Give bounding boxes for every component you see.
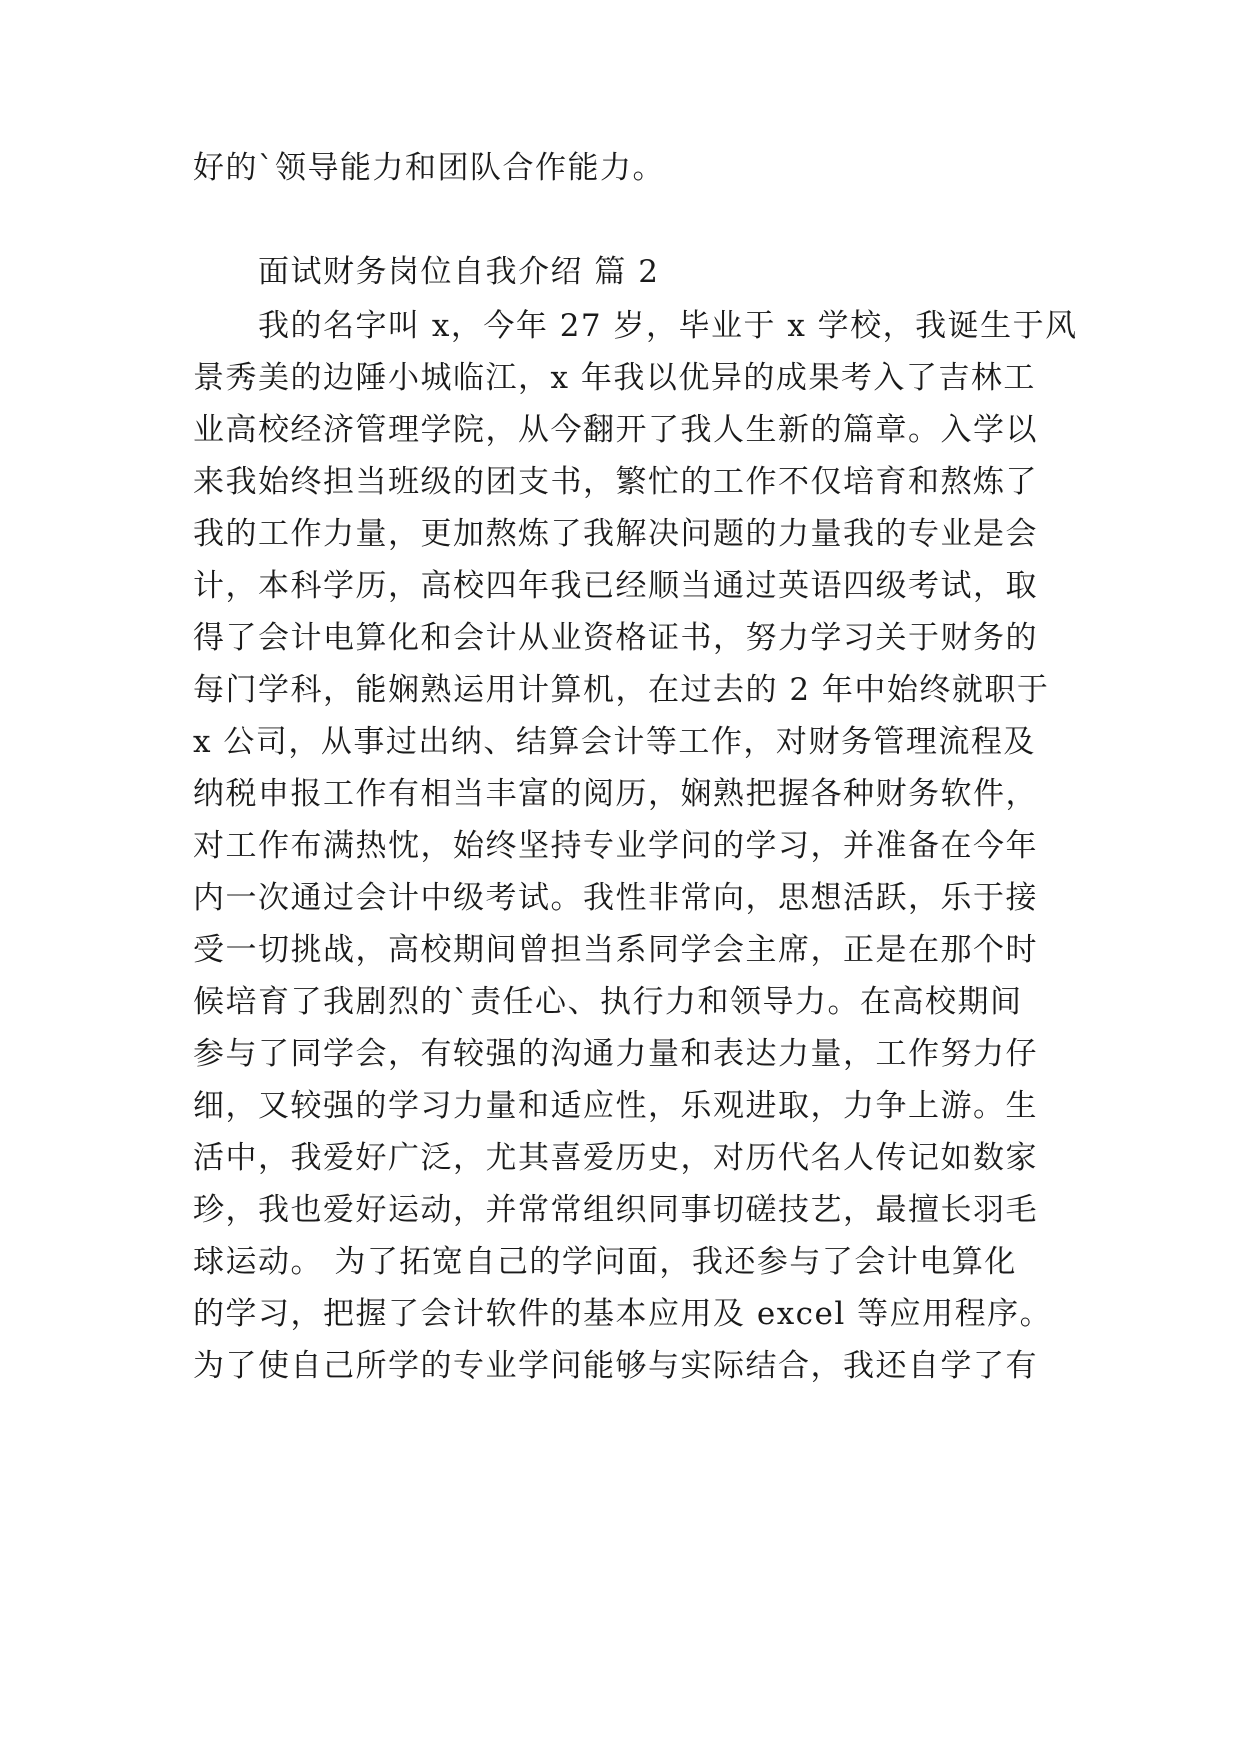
paragraph-first-line: 我的名字叫 x，今年 27 岁，毕业于 x 学校，我诞生于风 <box>258 308 1078 344</box>
text-line: 参与了同学会，有较强的沟通力量和表达力量，工作努力仔 <box>193 1036 1038 1072</box>
text-line: 业高校经济管理学院，从今翻开了我人生新的篇章。入学以 <box>193 412 1038 448</box>
text-line: 对工作布满热忱，始终坚持专业学问的学习，并准备在今年 <box>193 828 1038 864</box>
text-line: 受一切挑战，高校期间曾担当系同学会主席，正是在那个时 <box>193 932 1038 968</box>
text-line: 好的`领导能力和团队合作能力。 <box>193 150 665 186</box>
section-heading: 面试财务岗位自我介绍 篇 2 <box>258 254 660 290</box>
text-line: 我的工作力量，更加熬炼了我解决问题的力量我的专业是会 <box>193 516 1038 552</box>
text-line: 为了使自己所学的专业学问能够与实际结合，我还自学了有 <box>193 1348 1038 1384</box>
text-line: 每门学科，能娴熟运用计算机，在过去的 2 年中始终就职于 <box>193 672 1050 708</box>
text-line: x 公司，从事过出纳、结算会计等工作，对财务管理流程及 <box>193 724 1036 760</box>
text-line: 的学习，把握了会计软件的基本应用及 excel 等应用程序。 <box>193 1296 1053 1332</box>
text-line: 景秀美的边陲小城临江，x 年我以优异的成果考入了吉林工 <box>193 360 1036 396</box>
text-line: 珍，我也爱好运动，并常常组织同事切磋技艺，最擅长羽毛 <box>193 1192 1038 1228</box>
text-line: 纳税申报工作有相当丰富的阅历，娴熟把握各种财务软件， <box>193 776 1038 812</box>
text-line: 活中，我爱好广泛，尤其喜爱历史，对历代名人传记如数家 <box>193 1140 1038 1176</box>
text-line: 球运动。 为了拓宽自己的学问面，我还参与了会计电算化 <box>193 1244 1017 1280</box>
text-line: 细，又较强的学习力量和适应性，乐观进取，力争上游。生 <box>193 1088 1038 1124</box>
text-line: 来我始终担当班级的团支书，繁忙的工作不仅培育和熬炼了 <box>193 464 1038 500</box>
text-line: 得了会计电算化和会计从业资格证书，努力学习关于财务的 <box>193 620 1038 656</box>
text-line: 候培育了我剧烈的`责任心、执行力和领导力。在高校期间 <box>193 984 1023 1020</box>
text-line: 内一次通过会计中级考试。我性非常向，思想活跃，乐于接 <box>193 880 1038 916</box>
text-line: 计，本科学历，高校四年我已经顺当通过英语四级考试，取 <box>193 568 1038 604</box>
